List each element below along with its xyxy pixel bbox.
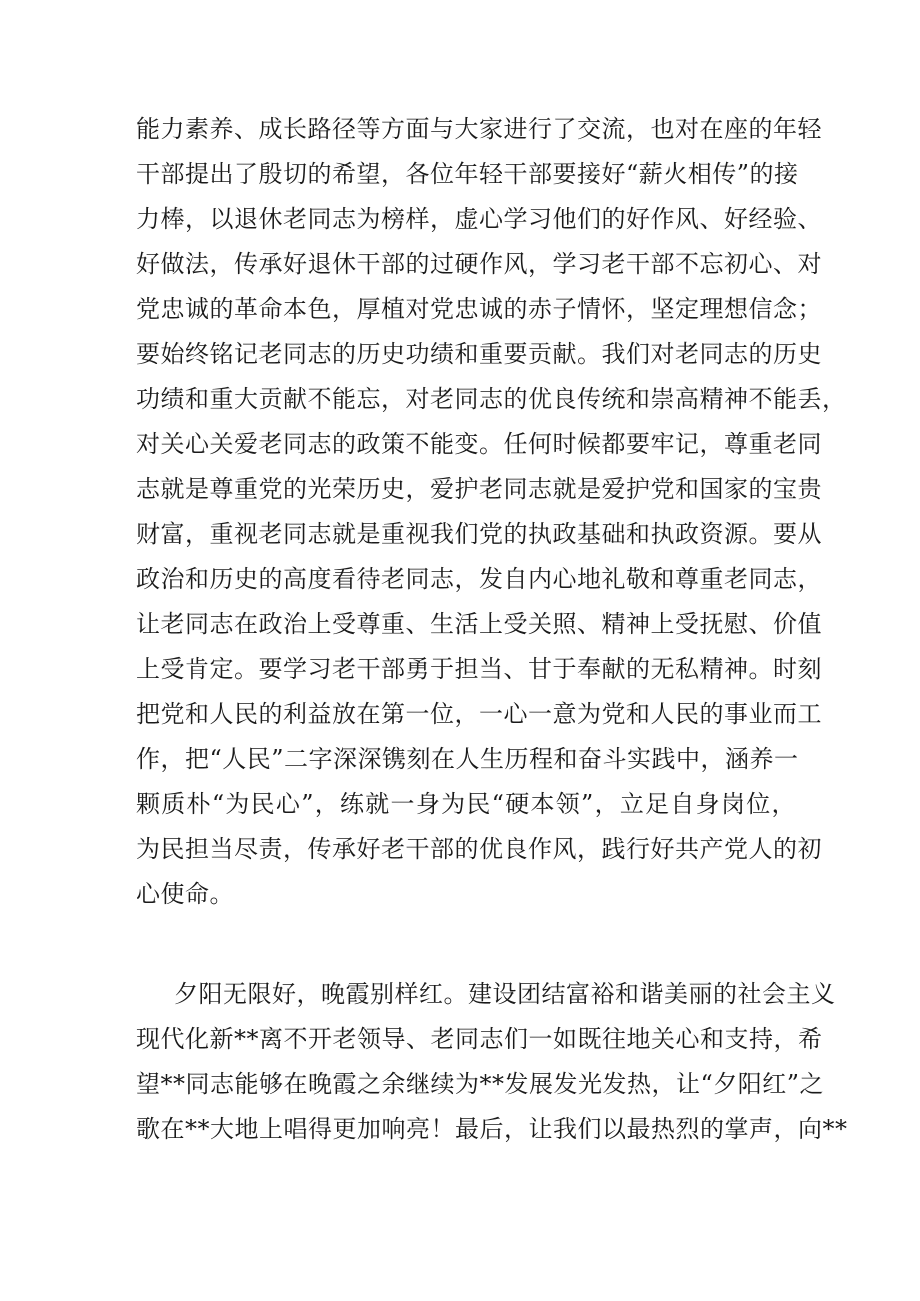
text-line: 对关心关爱老同志的政策不能变。任何时候都要牢记，尊重老同 — [136, 430, 822, 458]
text-line: 为民担当尽责，传承好老干部的优良作风，践行好共产党人的初 — [136, 835, 822, 863]
text-line: 望**同志能够在晚霞之余继续为**发展发光发热，让“夕阳红”之 — [136, 1070, 825, 1098]
text-line: 能力素养、成长路径等方面与大家进行了交流，也对在座的年轻 — [136, 115, 822, 143]
text-line: 功绩和重大贡献不能忘，对老同志的优良传统和崇高精神不能丢， — [136, 385, 847, 413]
text-line: 志就是尊重党的光荣历史，爱护老同志就是爱护党和国家的宝贵 — [136, 475, 822, 503]
paragraph-2 — [136, 972, 848, 1152]
text-line: 颗质朴“为民心”，练就一身为民“硬本领”，立足自身岗位， — [136, 790, 796, 818]
text-line: 让老同志在政治上受尊重、生活上受关照、精神上受抚慰、价值 — [136, 610, 822, 638]
text-line: 作，把“人民”二字深深镌刻在人生历程和奋斗实践中，涵养一 — [136, 745, 799, 773]
text-line: 心使命。 — [136, 880, 234, 908]
text-line: 党忠诚的革命本色，厚植对党忠诚的赤子情怀，坚定理想信念； — [136, 295, 822, 323]
text-line: 现代化新**离不开老领导、老同志们一如既往地关心和支持，希 — [136, 1025, 823, 1053]
text-line: 把党和人民的利益放在第一位，一心一意为党和人民的事业而工 — [136, 700, 822, 728]
text-line: 政治和历史的高度看待老同志，发自内心地礼敬和尊重老同志， — [136, 565, 822, 593]
paragraph-1 — [136, 107, 847, 917]
text-line: 上受肯定。要学习老干部勇于担当、甘于奉献的无私精神。时刻 — [136, 655, 822, 683]
text-line: 好做法，传承好退休干部的过硬作风，学习老干部不忘初心、对 — [136, 250, 822, 278]
text-line: 歌在**大地上唱得更加响亮！最后，让我们以最热烈的掌声，向** — [136, 1115, 848, 1143]
text-line: 力棒，以退休老同志为榜样，虚心学习他们的好作风、好经验、 — [136, 205, 822, 233]
text-line: 要始终铭记老同志的历史功绩和重要贡献。我们对老同志的历史 — [136, 340, 822, 368]
text-line: 夕阳无限好，晚霞别样红。建设团结富裕和谐美丽的社会主义 — [174, 980, 836, 1008]
text-line: 财富，重视老同志就是重视我们党的执政基础和执政资源。要从 — [136, 520, 822, 548]
text-line: 干部提出了殷切的希望，各位年轻干部要接好“薪火相传”的接 — [136, 160, 799, 188]
